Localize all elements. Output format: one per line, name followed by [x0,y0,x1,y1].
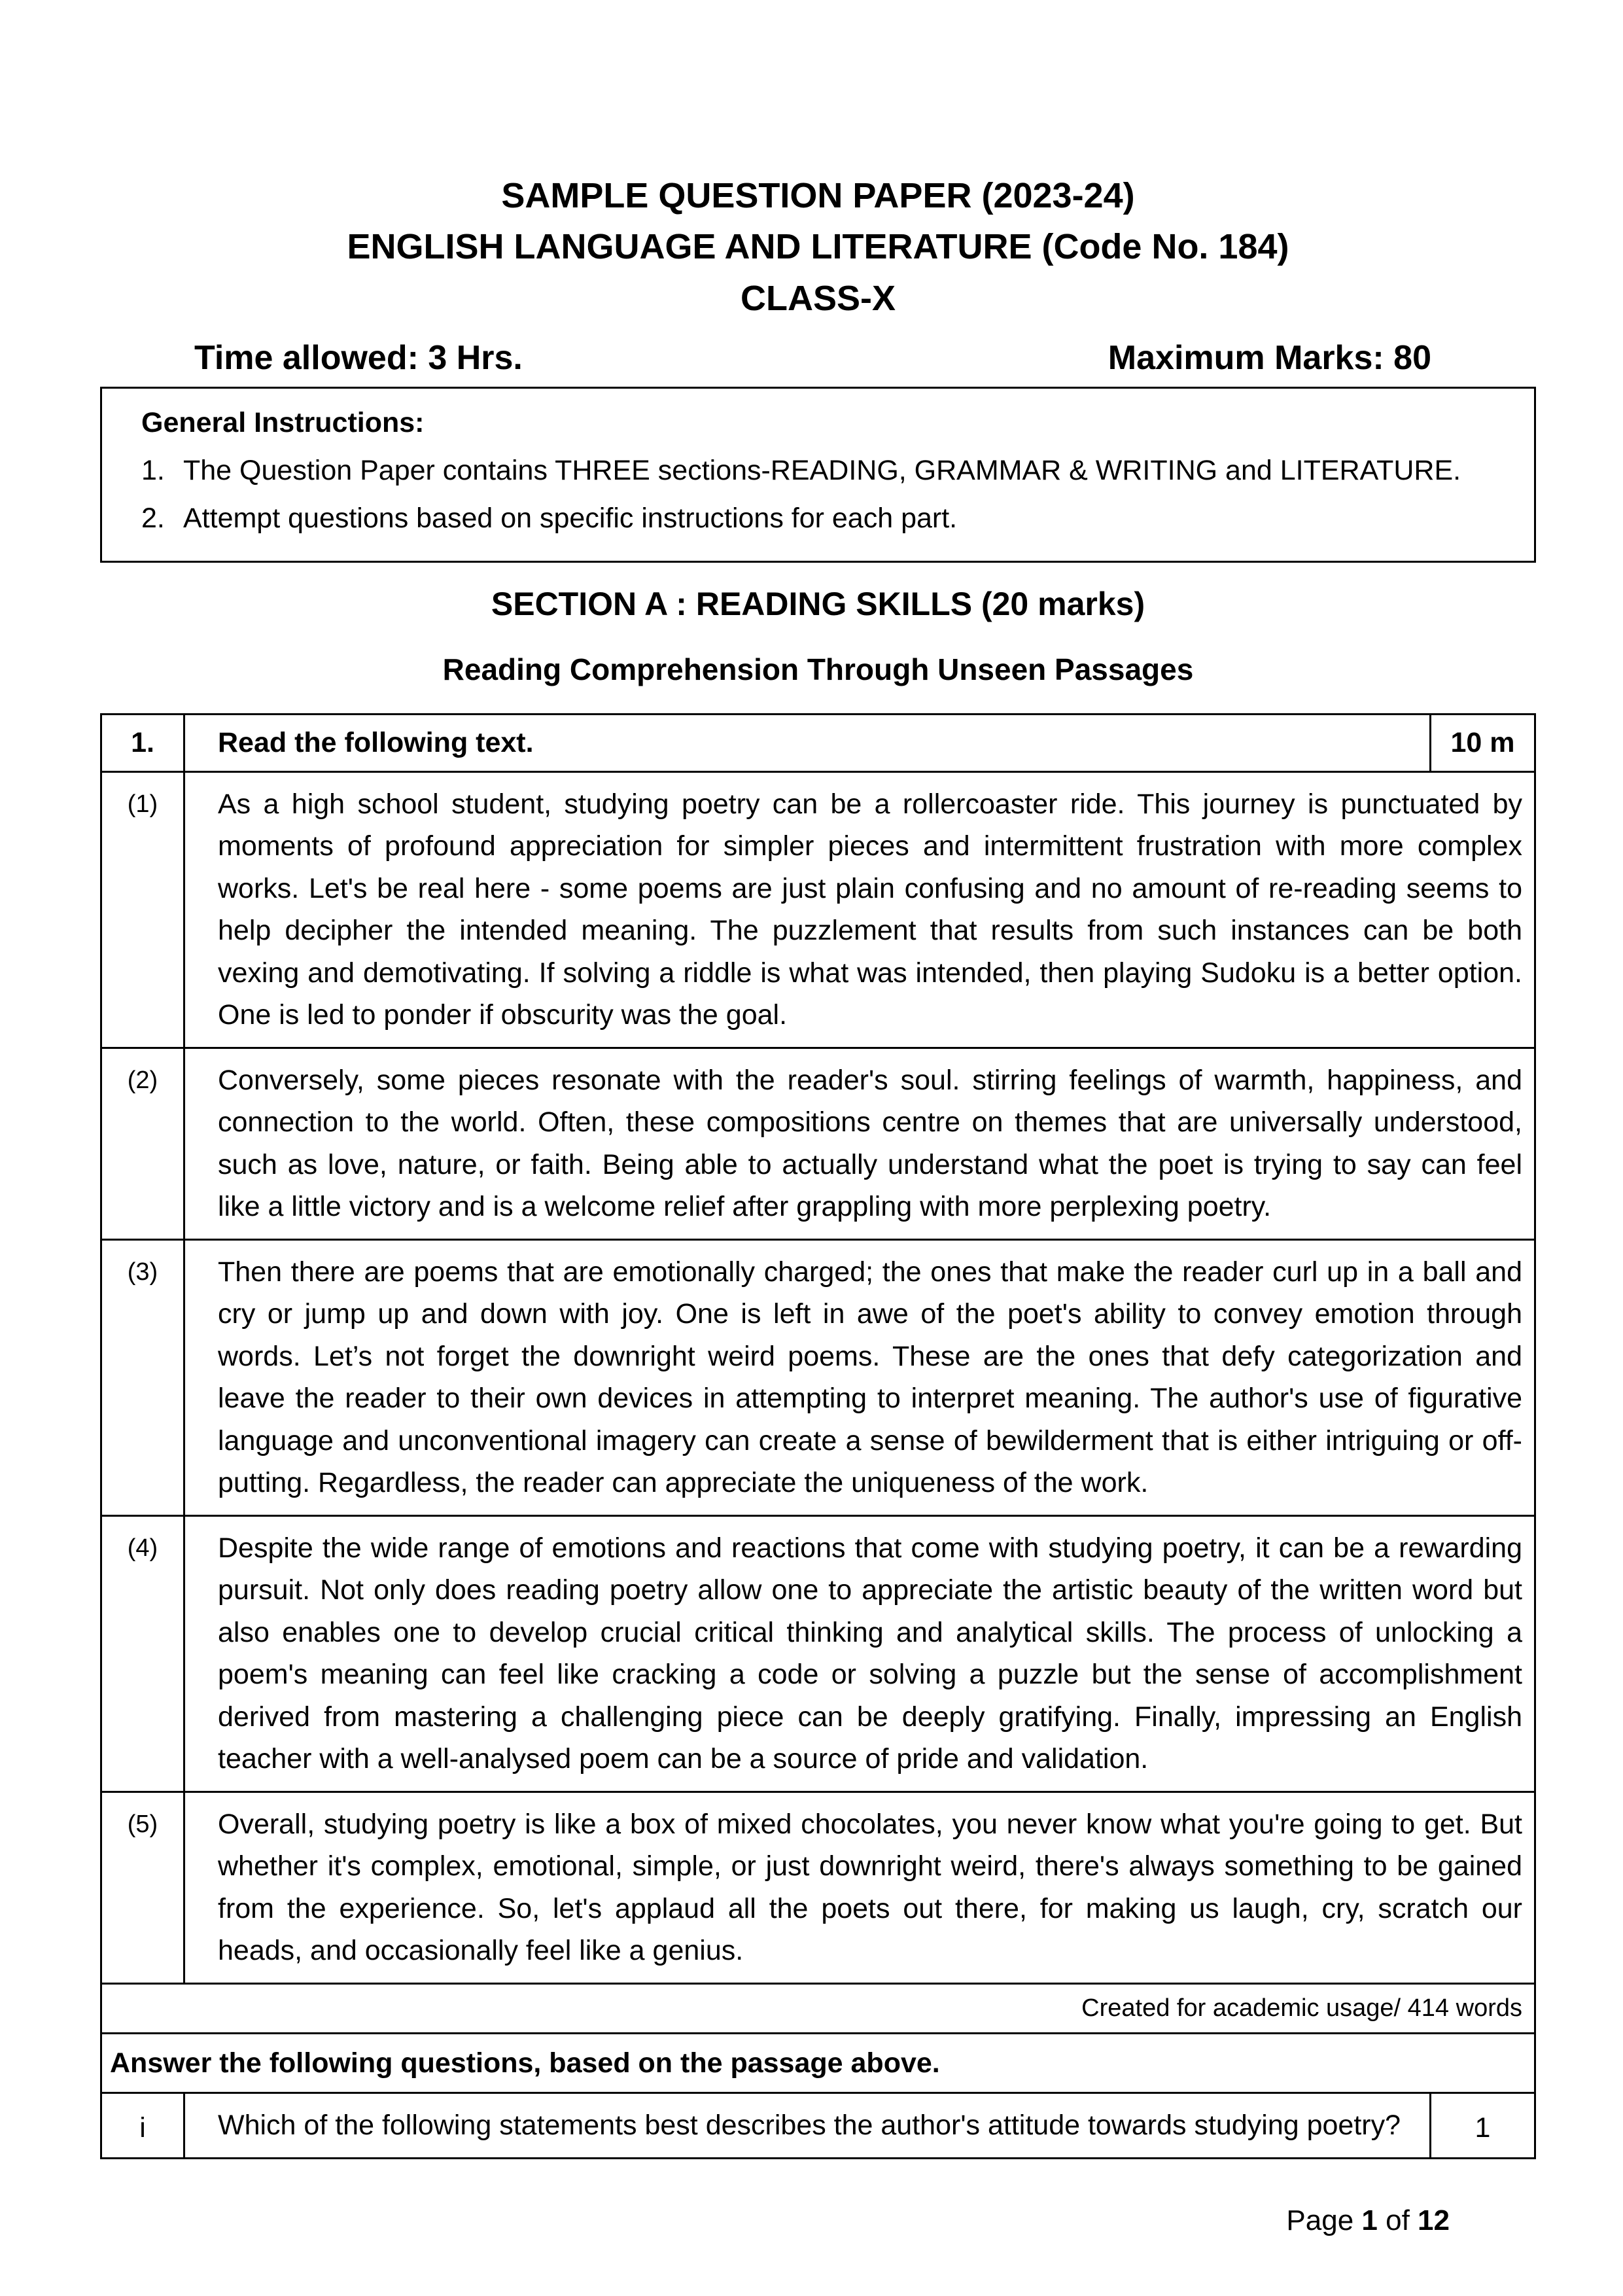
subquestion-row [101,2093,1535,2159]
paragraph-text: Then there are poems that are emotionally charged; the ones that make the reader curl up in a ball and cry or jump up and down with joy. One is left in awe of the poet's ability to convey emotion through words. Let’s not forget the downright weird poems. These are the ones that defy categorization and leave the reader to their own devices in attempting to interpret meaning. The author's use of figurative language and unconventional imagery can create a sense of bewilderment that is either intriguing or off-putting. Regardless, the reader can appreciate the uniqueness of the work. [184,1239,1535,1515]
paragraph-number: (5) [101,1792,184,1983]
passage-paragraph-row [101,1515,1535,1792]
title-block [100,170,1536,324]
footer-page-number: 1 [1361,2204,1378,2236]
section-a-heading: SECTION A : READING SKILLS (20 marks) [491,586,1145,623]
instruction-number: 2. [141,503,165,535]
instruction-text: Attempt questions based on specific instructions for each part. [183,503,958,535]
instruction-number: 1. [141,454,165,486]
paragraph-number: (2) [101,1048,184,1239]
footer-page-word: Page [1286,2204,1362,2236]
subquestion-text: Which of the following statements best describes the author's attitude towards studying poetry? [184,2093,1431,2159]
question-1-header-row [101,715,1535,772]
passage-paragraph-row [101,1048,1535,1239]
subject-title: ENGLISH LANGUAGE AND LITERATURE (Code No. 184) [347,227,1289,267]
paper-title: SAMPLE QUESTION PAPER (2023-24) [501,176,1135,215]
attribution-text: Created for academic usage/ 414 words [101,1983,1535,2033]
passage-paragraph-row [101,1792,1535,1983]
question-number: 1. [101,715,184,772]
paragraph-text: Conversely, some pieces resonate with the reader's soul. stirring feelings of warmth, happiness, and connection to the world. Often, these compositions centre on themes that are universally understood, such as love, nature, or faith. Being able to actually understand what the poet is trying to say can feel like a little victory and is a welcome relief after grappling with more perplexing poetry. [184,1048,1535,1239]
subquestion-number: i [101,2093,184,2159]
question-instruction: Read the following text. [184,715,1431,772]
passage-paragraph-row [101,771,1535,1048]
paragraph-text: Overall, studying poetry is like a box of mixed chocolates, you never know what you're going to get. But whether it's complex, emotional, simple, or just downright weird, there's always something to be gained from the experience. So, let's applaud all the poets out there, for making us laugh, cry, scratch our heads, and occasionally feel like a genius. [184,1792,1535,1983]
maximum-marks: Maximum Marks: 80 [1108,338,1431,377]
page-footer [100,2204,1536,2237]
instruction-text: The Question Paper contains THREE sections-READING, GRAMMAR & WRITING and LITERATURE. [183,454,1461,486]
answer-prompt-row [101,2033,1535,2093]
passage-paragraph-row [101,1239,1535,1515]
general-instructions-heading: General Instructions: [141,406,425,438]
class-title: CLASS-X [740,278,896,318]
question-1-table [100,713,1536,2159]
subquestion-marks: 1 [1431,2093,1535,2159]
paragraph-number: (1) [101,771,184,1048]
footer-of-word: of [1377,2204,1418,2236]
section-a-subheading: Reading Comprehension Through Unseen Passages [442,652,1194,687]
attribution-row [101,1983,1535,2033]
instruction-item [141,495,1514,542]
time-marks-row [100,338,1536,378]
instruction-item [141,447,1514,495]
general-instructions-box [100,387,1536,563]
time-allowed: Time allowed: 3 Hrs. [194,338,523,377]
paragraph-text: Despite the wide range of emotions and reactions that come with studying poetry, it can be a rewarding pursuit. Not only does reading poetry allow one to appreciate the artistic beauty of the written word but also enables one to develop crucial critical thinking and analytical skills. The process of unlocking a poem's meaning can feel like cracking a code or solving a puzzle but the sense of accomplishment derived from mastering a challenging piece can be deeply gratifying. Finally, impressing an English teacher with a well-analysed poem can be a source of pride and validation. [184,1515,1535,1792]
paragraph-number: (3) [101,1239,184,1515]
footer-total-pages: 12 [1418,2204,1450,2236]
paragraph-number: (4) [101,1515,184,1792]
answer-prompt-text: Answer the following questions, based on the passage above. [101,2033,1535,2093]
question-marks: 10 m [1431,715,1535,772]
paragraph-text: As a high school student, studying poetry can be a rollercoaster ride. This journey is punctuated by moments of profound appreciation for simpler pieces and intermittent frustration with more complex works. Let's be real here - some poems are just plain confusing and no amount of re-reading seems to help decipher the intended meaning. The puzzlement that results from such instances can be both vexing and demotivating. If solving a riddle is what was intended, then playing Sudoku is a better option. One is led to ponder if obscurity was the goal. [184,771,1535,1048]
